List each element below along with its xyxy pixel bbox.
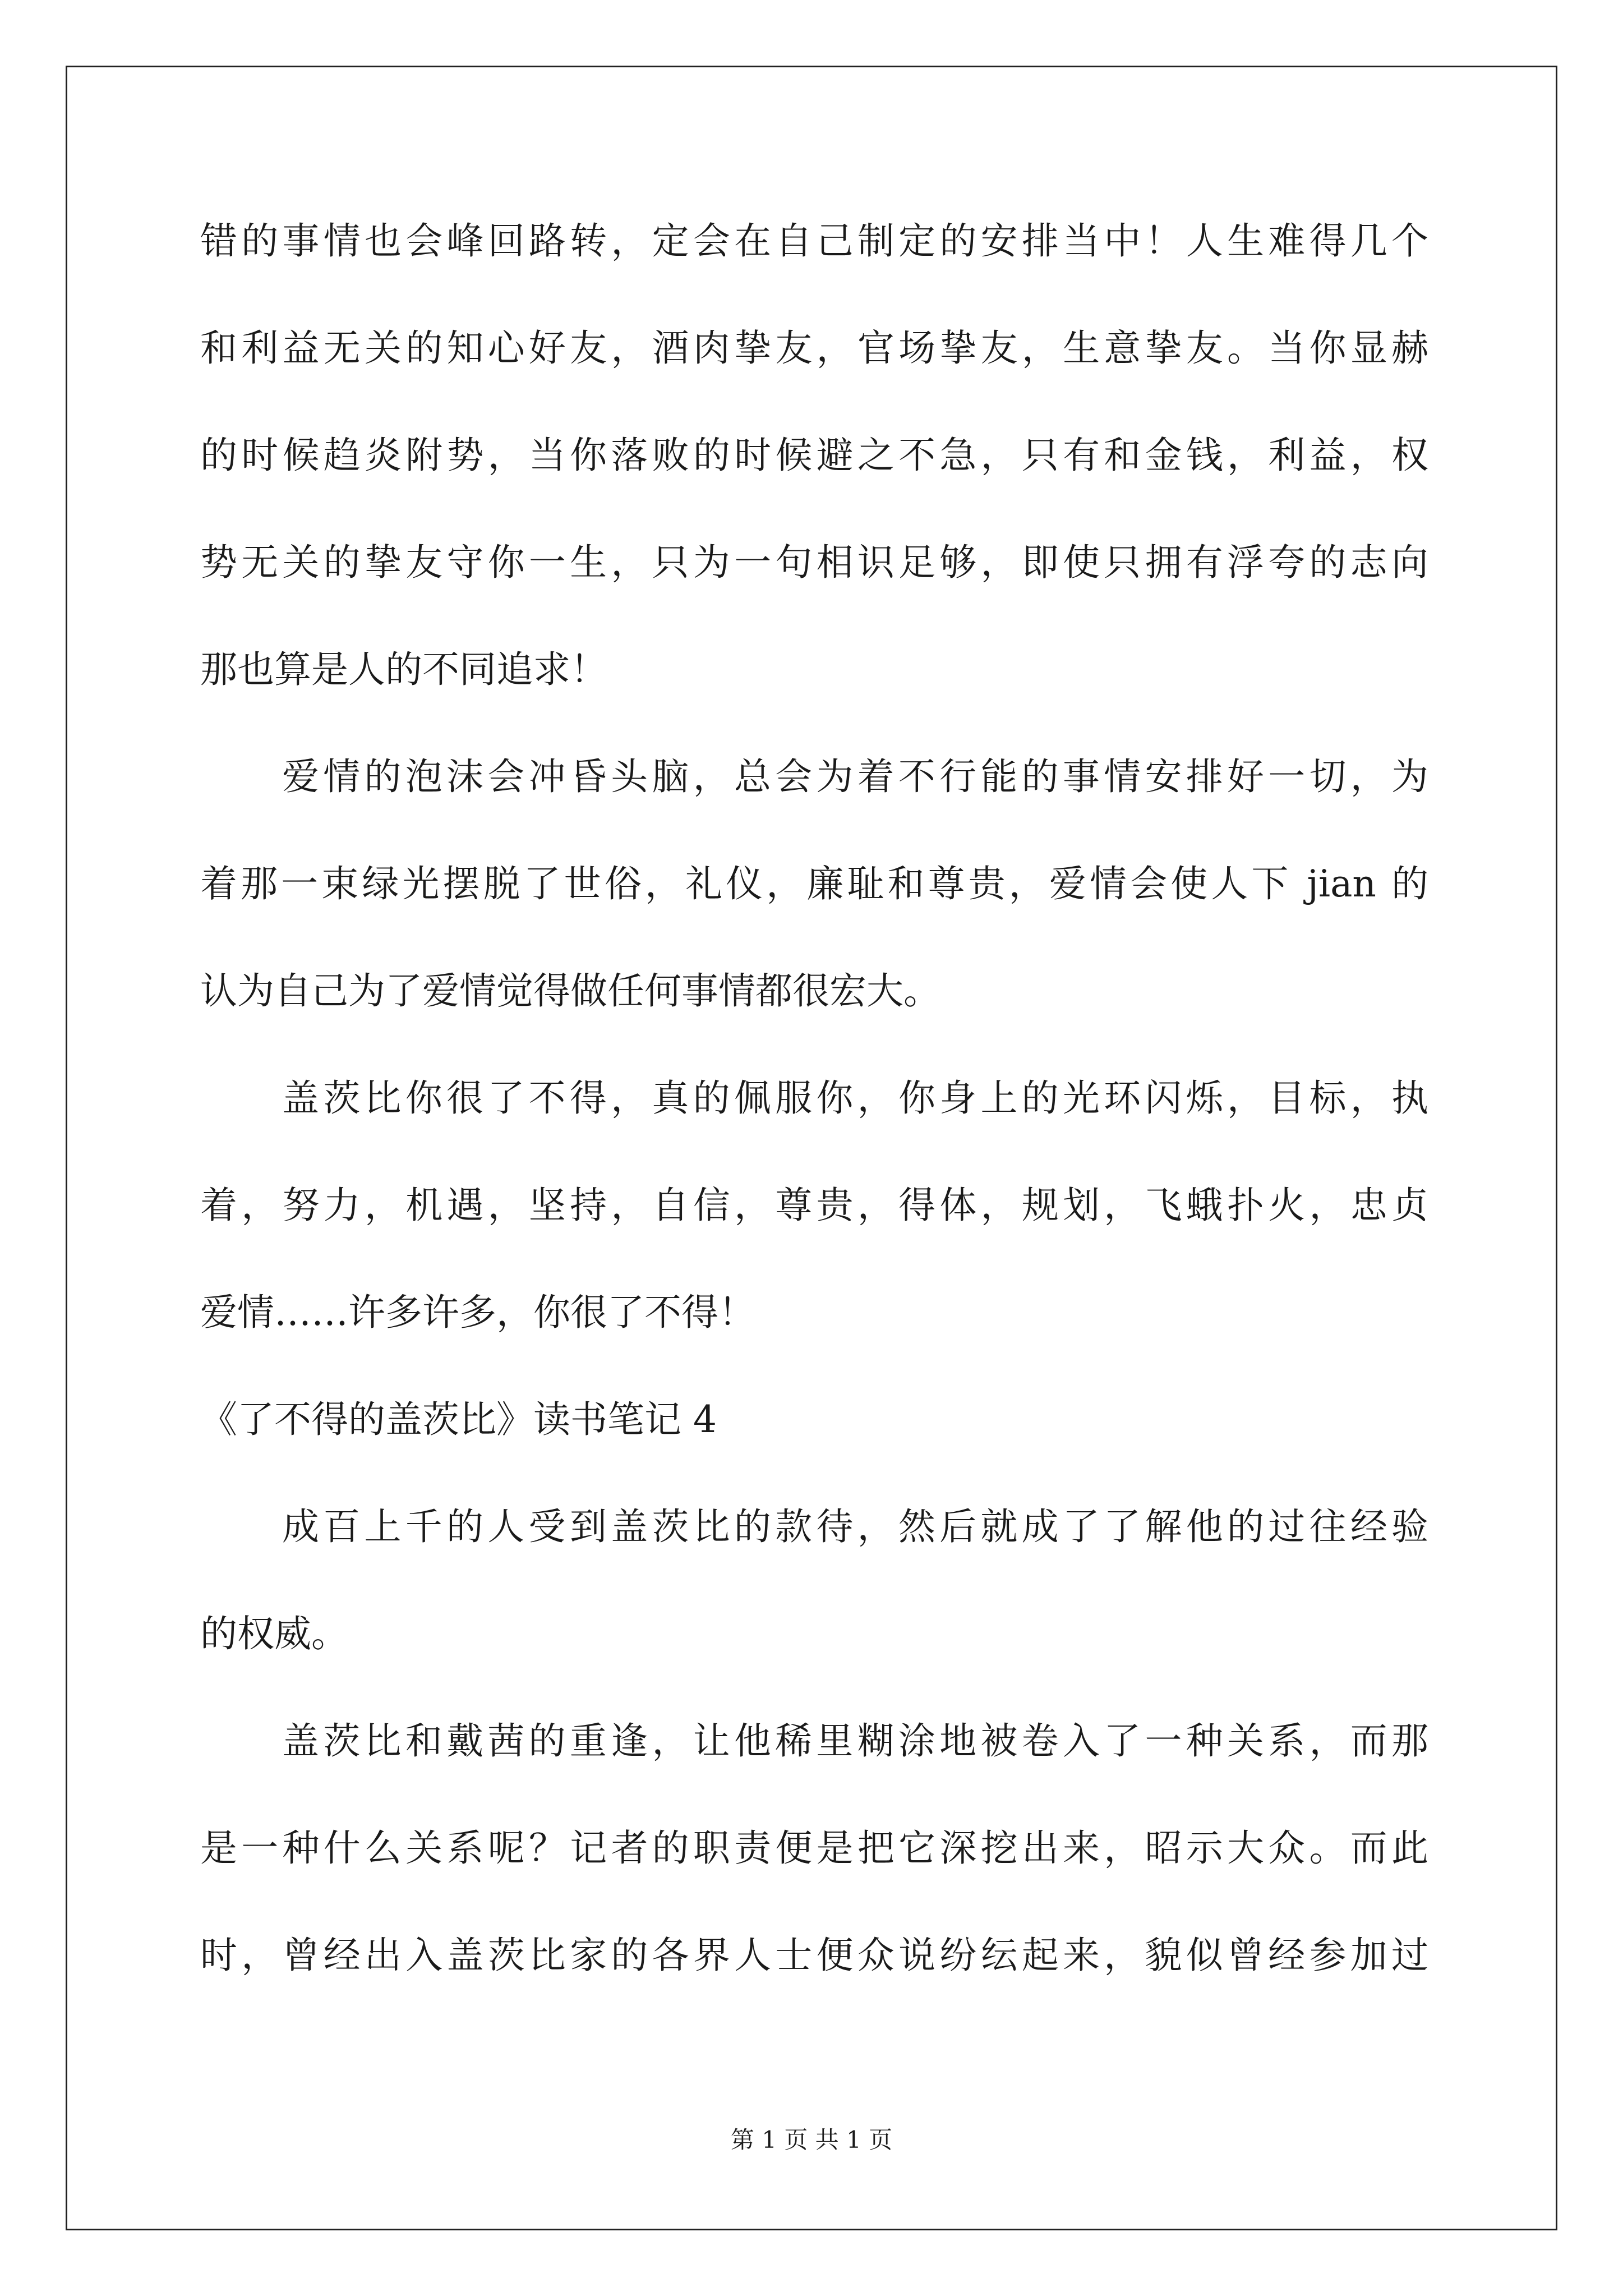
page-number-label: 第 1 页 共 1 页 — [730, 2126, 893, 2154]
text-line: 着那一束绿光摆脱了世俗，礼仪，廉耻和尊贵，爱情会使人下 jian 的 — [200, 862, 1428, 905]
text-line: 时，曾经出入盖茨比家的各界人士便众说纷纭起来，貌似曾经参加过 — [200, 1934, 1428, 1977]
text-line: 着，努力，机遇，坚持，自信，尊贵，得体，规划，飞蛾扑火，忠贞 — [200, 1184, 1428, 1227]
text-line: 那也算是人的不同追求！ — [200, 648, 607, 691]
text-line: 错的事情也会峰回路转，定会在自己制定的安排当中！人生难得几个 — [200, 219, 1428, 263]
section-heading: 《了不得的盖茨比》读书笔记 4 — [200, 1398, 717, 1441]
text-line: 盖茨比和戴茜的重逢，让他稀里糊涂地被卷入了一种关系，而那 — [282, 1719, 1428, 1763]
page-footer — [0, 2126, 1623, 2154]
text-line: 的权威。 — [200, 1612, 348, 1655]
text-line: 爱情的泡沫会冲昏头脑，总会为着不行能的事情安排好一切，为 — [282, 755, 1428, 798]
text-line: 势无关的挚友守你一生，只为一句相识足够，即使只拥有浮夸的志向 — [200, 541, 1428, 584]
text-line: 盖茨比你很了不得，真的佩服你，你身上的光环闪烁，目标，执 — [282, 1076, 1428, 1120]
text-line: 是一种什么关系呢？记者的职责便是把它深挖出来，昭示大众。而此 — [200, 1826, 1428, 1870]
text-line: 认为自己为了爱情觉得做任何事情都很宏大。 — [200, 969, 940, 1013]
text-line: 爱情……许多许多，你很了不得！ — [200, 1291, 755, 1334]
text-line: 成百上千的人受到盖茨比的款待，然后就成了了解他的过往经验 — [282, 1505, 1428, 1548]
document-body — [200, 216, 1428, 2037]
text-line: 和利益无关的知心好友，酒肉挚友，官场挚友，生意挚友。当你显赫 — [200, 326, 1428, 370]
text-line: 的时候趋炎附势，当你落败的时候避之不急，只有和金钱，利益，权 — [200, 434, 1428, 477]
